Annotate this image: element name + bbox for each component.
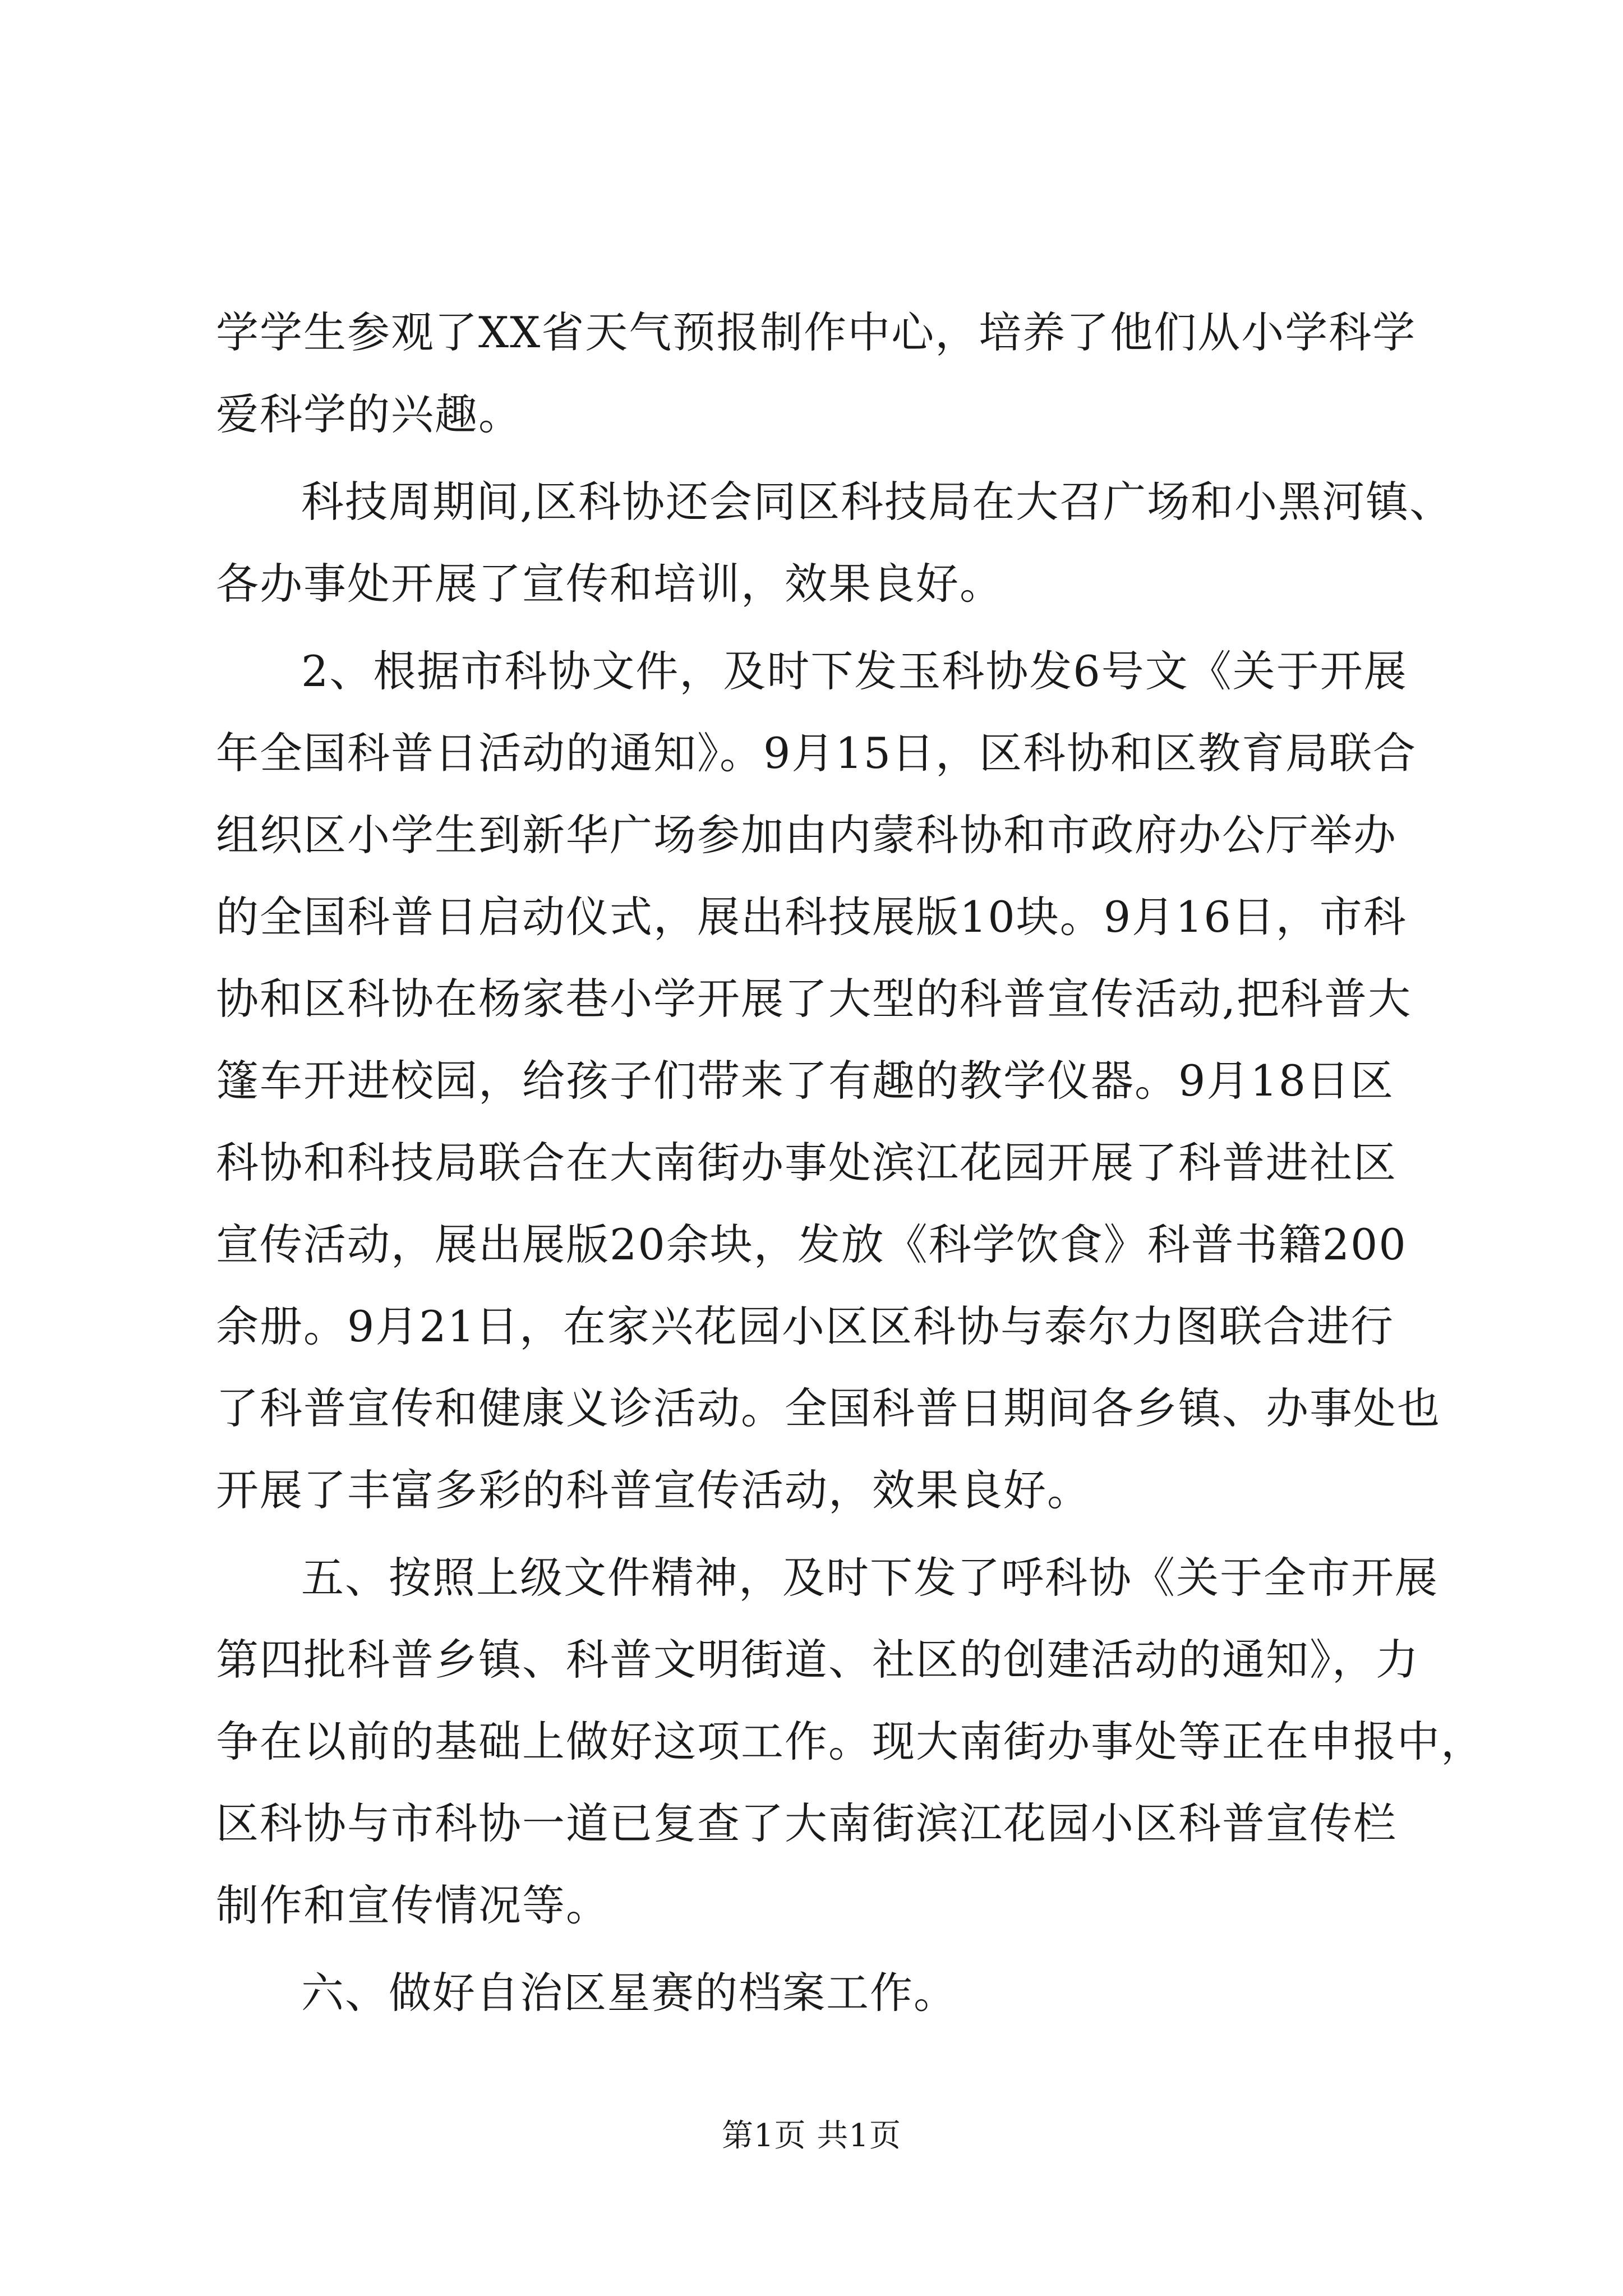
text-line: 争在以前的基础上做好这项工作。现大南街办事处等正在申报中， <box>216 1717 1484 1766</box>
text-line: 学学生参观了XX省天气预报制作中心，培养了他们从小学科学 <box>216 307 1417 357</box>
paragraph <box>216 631 1441 1531</box>
paragraph <box>216 1952 1422 2034</box>
text-line: 六、做好自治区星赛的档案工作。 <box>301 1968 957 2018</box>
text-line: 科技周期间,区科协还会同区科技局在大召广场和小黑河镇、 <box>301 477 1454 527</box>
text-line: 制作和宣传情况等。 <box>216 1880 610 1930</box>
text-line: 区科协与市科协一道已复查了大南街滨江花园小区科普宣传栏 <box>216 1798 1397 1848</box>
text-line: 五、按照上级文件精神，及时下发了呼科协《关于全市开展 <box>301 1553 1438 1603</box>
text-line: 的全国科普日启动仪式，展出科技展版10块。9月16日，市科 <box>216 892 1407 942</box>
text-line: 第四批科普乡镇、科普文明街道、社区的创建活动的通知》，力 <box>216 1635 1419 1685</box>
text-line: 年全国科普日活动的通知》。9月15日，区科协和区教育局联合 <box>216 728 1417 778</box>
text-line: 协和区科协在杨家巷小学开展了大型的科普宣传活动,把科普大 <box>216 974 1412 1024</box>
text-line: 了科普宣传和健康义诊活动。全国科普日期间各乡镇、办事处也 <box>216 1383 1441 1433</box>
text-line: 组织区小学生到新华广场参加由内蒙科协和市政府办公厅举办 <box>216 810 1397 860</box>
page-footer: 第1页 共1页 <box>721 2118 902 2154</box>
paragraph <box>216 292 1422 455</box>
text-line: 开展了丰富多彩的科普宣传活动，效果良好。 <box>216 1465 1091 1515</box>
text-line: 宣传活动，展出展版20余块，发放《科学饮食》科普书籍200 <box>216 1220 1407 1269</box>
text-line: 科协和科技局联合在大南街办事处滨江花园开展了科普进社区 <box>216 1138 1397 1188</box>
text-line: 余册。9月21日，在家兴花园小区区科协与泰尔力图联合进行 <box>216 1301 1395 1351</box>
text-line: 各办事处开展了宣传和培训，效果良好。 <box>216 559 1003 609</box>
paragraph <box>216 461 1454 625</box>
text-line: 篷车开进校园，给孩子们带来了有趣的教学仪器。9月18日区 <box>216 1056 1395 1106</box>
text-line: 2、根据市科协文件，及时下发玉科协发6号文《关于开展 <box>301 646 1408 696</box>
paragraph <box>216 1537 1484 1947</box>
document-body <box>216 292 1484 2034</box>
text-line: 爱科学的兴趣。 <box>216 389 522 439</box>
